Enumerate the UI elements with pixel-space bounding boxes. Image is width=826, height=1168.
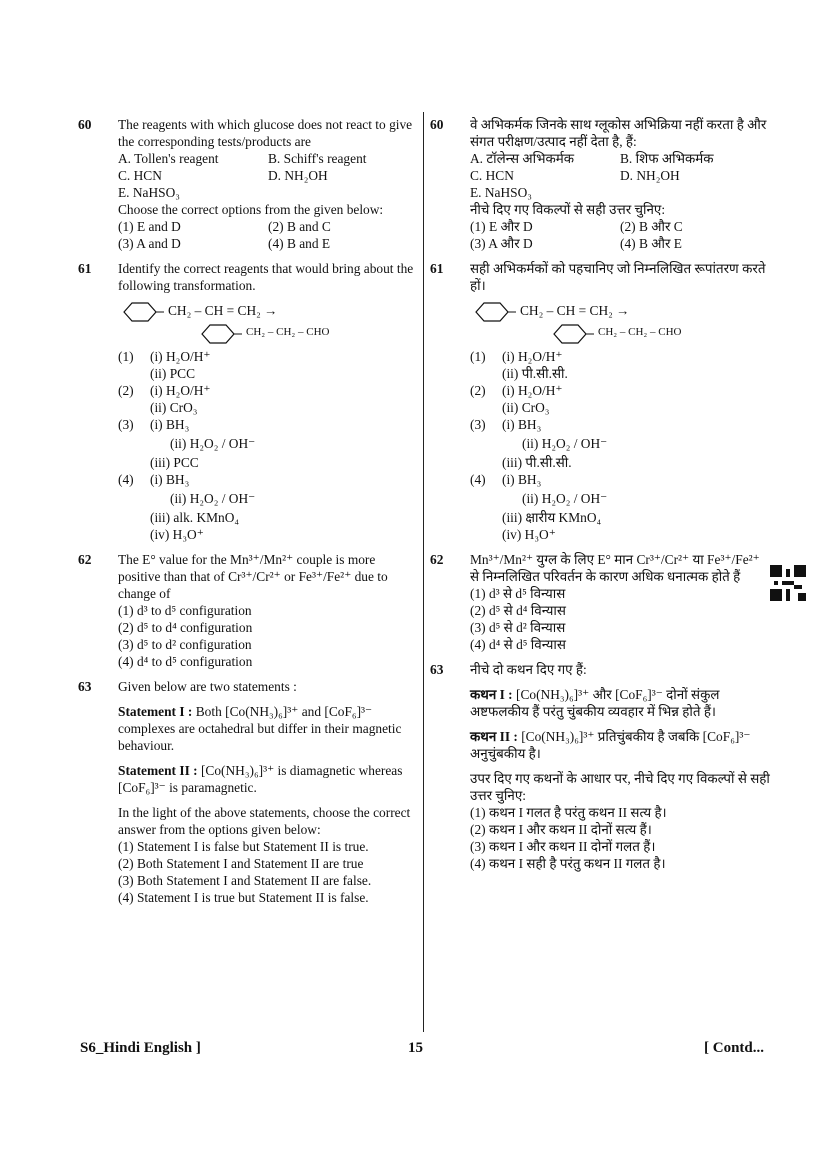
question-text: वे अभिकर्मक जिनके साथ ग्लूकोस अभिक्रिया नहीं करता है और संगत परीक्षण/उत्पाद नहीं देता है, हैं: [470, 117, 767, 149]
option-3[interactable]: (3) d⁵ to d² configuration [118, 637, 252, 652]
question-number: 63 [430, 662, 444, 677]
option-3[interactable]: (3) A और D [470, 236, 533, 251]
statement-1: कथन I : [Co(NH₃)₆]³⁺ और [CoF₆]³⁻ दोनों संकुल अष्टफलकीय हैं परंतु चुंबकीय व्यवहार में भिन्न होते हैं। [470, 687, 720, 719]
product-formula: CH₂ – CH₂ – CHO [246, 326, 330, 338]
question-number: 61 [430, 261, 444, 276]
product-formula: CH₂ – CH₂ – CHO [598, 326, 682, 338]
item-b: B. Schiff's reagent [268, 151, 367, 166]
option-1[interactable]: (1) E and D [118, 219, 181, 234]
reaction-structure [118, 300, 418, 344]
option-1[interactable]: (1) Statement I is false but Statement II is true. [118, 839, 369, 854]
item-a: A. Tollen's reagent [118, 151, 219, 166]
instruction: उपर दिए गए कथनों के आधार पर, नीचे दिए गए विकल्पों से सही उत्तर चुनिए: [470, 771, 770, 803]
statement-1: Statement I : Both [Co(NH₃)₆]³⁺ and [CoF₆]³⁻ complexes are octahedral but differ in their magnetic behaviour. [118, 704, 402, 753]
question-number: 63 [78, 679, 92, 694]
option-1[interactable]: (1) d³ से d⁵ विन्यास [470, 586, 566, 601]
question-number: 62 [430, 552, 444, 567]
option-4[interactable]: (4) B and E [268, 236, 331, 251]
option-2[interactable]: (2) d⁵ to d⁴ configuration [118, 620, 253, 635]
option-1[interactable]: (1) E और D [470, 219, 533, 234]
item-a: A. टॉलेन्स अभिकर्मक [470, 151, 575, 166]
option-3[interactable]: (3) (i) BH₃ (ii) H₂O₂ / OH⁻ (iii) पी.सी.सी. [470, 417, 608, 470]
hindi-column [430, 116, 770, 880]
item-e: E. NaHSO₃ [118, 185, 180, 200]
option-3[interactable]: (3) कथन I और कथन II दोनों गलत हैं। [470, 839, 656, 854]
reaction-structure [470, 300, 770, 344]
item-d: D. NH₂OH [620, 168, 680, 183]
question-number: 61 [78, 261, 92, 276]
question-text: Given below are two statements : [118, 679, 297, 694]
question-63-hindi [430, 661, 770, 872]
question-61-hindi [430, 260, 770, 543]
option-1[interactable]: (1) कथन I गलत है परंतु कथन II सत्य है। [470, 805, 667, 820]
option-2[interactable]: (2) B और C [620, 219, 683, 234]
question-text: Mn³⁺/Mn²⁺ युग्ल के लिए E° मान Cr³⁺/Cr²⁺ या Fe³⁺/Fe²⁺ से निम्नलिखित परिवर्तन के कारण अधिक धनात्मक होते हैं [470, 552, 760, 584]
reactant-formula: CH₂ – CH = CH₂ → [520, 303, 630, 318]
qr-code-icon [770, 565, 806, 601]
option-3[interactable]: (3) (i) BH₃ (ii) H₂O₂ / OH⁻ (iii) PCC [118, 417, 256, 470]
item-e: E. NaHSO₃ [470, 185, 532, 200]
question-text: The E° value for the Mn³⁺/Mn²⁺ couple is more positive than that of Cr³⁺/Cr²⁺ or Fe³⁺/Fe²⁺ due to change of [118, 552, 388, 601]
statement-2: कथन II : [Co(NH₃)₆]³⁺ प्रतिचुंबकीय है जबकि [CoF₆]³⁻ अनुचुंबकीय है। [470, 729, 751, 761]
english-column [78, 116, 418, 914]
question-number: 62 [78, 552, 92, 567]
footer-code: S6_Hindi English ] [80, 1040, 201, 1056]
option-1[interactable]: (1) d³ to d⁵ configuration [118, 603, 252, 618]
option-3[interactable]: (3) A and D [118, 236, 181, 251]
option-4[interactable]: (4) Statement I is true but Statement II is false. [118, 890, 369, 905]
question-text: Identify the correct reagents that would bring about the following transformation. [118, 261, 414, 293]
column-divider [423, 112, 424, 1032]
option-4[interactable]: (4) (i) BH₃ (ii) H₂O₂ / OH⁻ (iii) क्षारीय KMnO₄ (iv) H₃O⁺ [470, 472, 608, 542]
option-2[interactable]: (2) Both Statement I and Statement II are true [118, 856, 364, 871]
option-3[interactable]: (3) Both Statement I and Statement II are false. [118, 873, 372, 888]
option-3[interactable]: (3) d⁵ से d² विन्यास [470, 620, 566, 635]
option-2[interactable]: (2) कथन I और कथन II दोनों सत्य हैं। [470, 822, 652, 837]
option-4[interactable]: (4) B और E [620, 236, 682, 251]
instruction: नीचे दिए गए विकल्पों से सही उत्तर चुनिए: [470, 202, 666, 217]
question-text: The reagents with which glucose does not react to give the corresponding tests/products are [118, 117, 413, 149]
question-63 [78, 678, 418, 906]
option-2[interactable]: (2) (i) H₂O/H⁺ (ii) CrO₃ [118, 383, 211, 415]
option-1[interactable]: (1) (i) H₂O/H⁺ (ii) पी.सी.सी. [470, 349, 568, 381]
question-text: नीचे दो कथन दिए गए हैं: [470, 662, 587, 677]
question-60-hindi [430, 116, 770, 252]
option-4[interactable]: (4) (i) BH₃ (ii) H₂O₂ / OH⁻ (iii) alk. KMnO₄ (iv) H₃O⁺ [118, 472, 256, 542]
instruction: In the light of the above statements, choose the correct answer from the options given below: [118, 805, 411, 837]
question-number: 60 [78, 117, 92, 132]
item-d: D. NH₂OH [268, 168, 328, 183]
statement-2: Statement II : [Co(NH₃)₆]³⁺ is diamagnetic whereas [CoF₆]³⁻ is paramagnetic. [118, 763, 403, 795]
question-62-hindi [430, 551, 770, 653]
question-text: सही अभिकर्मकों को पहचानिए जो निम्नलिखित रूपांतरण करते हों। [470, 261, 766, 293]
option-4[interactable]: (4) d⁴ से d⁵ विन्यास [470, 637, 566, 652]
option-4[interactable]: (4) कथन I सही है परंतु कथन II गलत है। [470, 856, 666, 871]
question-62 [78, 551, 418, 670]
option-2[interactable]: (2) d⁵ से d⁴ विन्यास [470, 603, 566, 618]
question-61 [78, 260, 418, 543]
footer-contd: [ Contd... [704, 1040, 765, 1056]
item-b: B. शिफ अभिकर्मक [620, 151, 714, 166]
question-number: 60 [430, 117, 444, 132]
option-4[interactable]: (4) d⁴ to d⁵ configuration [118, 654, 253, 669]
instruction: Choose the correct options from the given below: [118, 202, 384, 217]
item-c: C. HCN [118, 168, 162, 183]
item-c: C. HCN [470, 168, 514, 183]
reactant-formula: CH₂ – CH = CH₂ → [168, 303, 278, 318]
option-1[interactable]: (1) (i) H₂O/H⁺ (ii) PCC [118, 349, 211, 381]
option-2[interactable]: (2) (i) H₂O/H⁺ (ii) CrO₃ [470, 383, 563, 415]
question-60 [78, 116, 418, 252]
option-2[interactable]: (2) B and C [268, 219, 331, 234]
page-number: 15 [408, 1040, 423, 1056]
